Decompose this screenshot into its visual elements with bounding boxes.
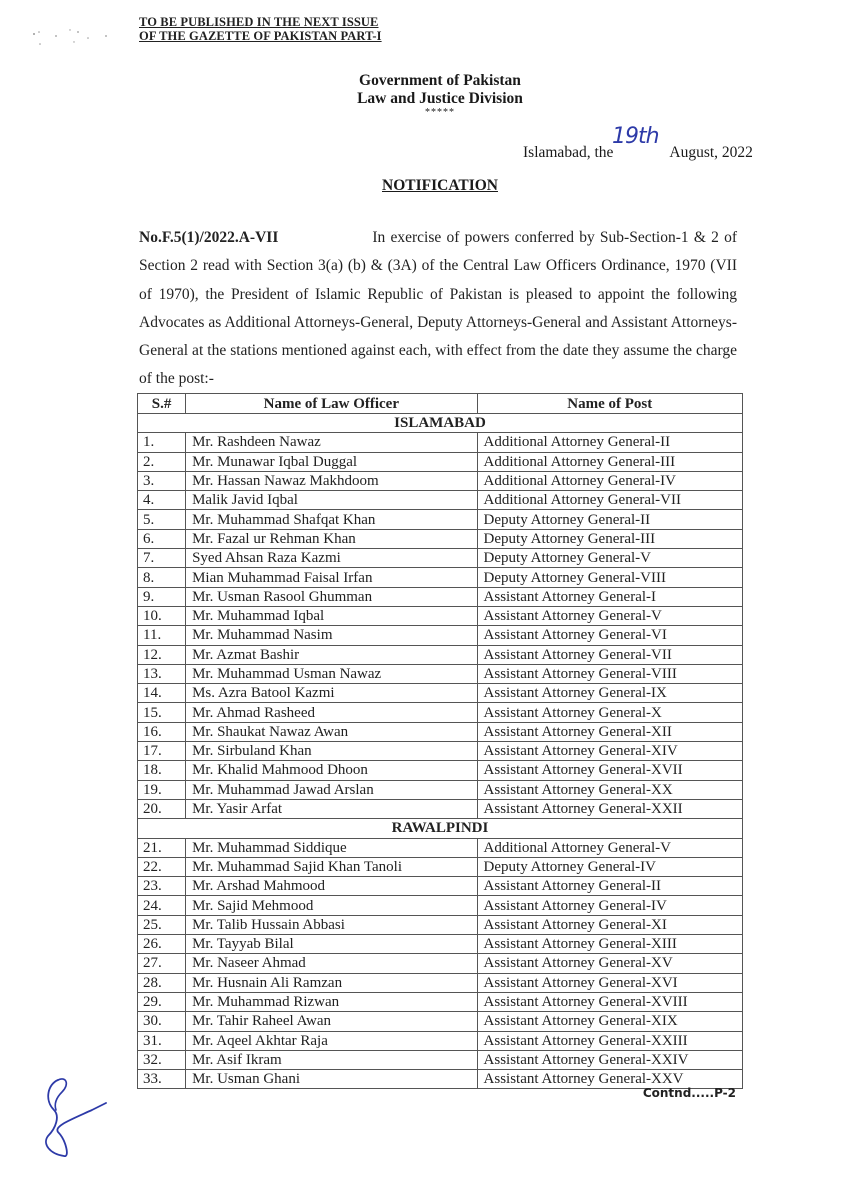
- table-row: [138, 799, 743, 818]
- post-name: Additional Attorney General-III: [477, 452, 742, 471]
- station-name: RAWALPINDI: [138, 819, 743, 838]
- officer-name: Mr. Muhammad Iqbal: [186, 606, 477, 625]
- table-row: [138, 452, 743, 471]
- post-name: Assistant Attorney General-II: [477, 877, 742, 896]
- serial-number: 24.: [138, 896, 186, 915]
- serial-number: 16.: [138, 722, 186, 741]
- table-body: [138, 414, 743, 1089]
- serial-number: 17.: [138, 742, 186, 761]
- table-row: [138, 857, 743, 876]
- table-row: [138, 1050, 743, 1069]
- government-heading: Government of Pakistan: [359, 72, 521, 89]
- serial-number: 8.: [138, 568, 186, 587]
- officer-name: Mr. Ahmad Rasheed: [186, 703, 477, 722]
- table-row: [138, 722, 743, 741]
- serial-number: 22.: [138, 857, 186, 876]
- officer-name: Mr. Hassan Nawaz Makhdoom: [186, 471, 477, 490]
- post-name: Assistant Attorney General-V: [477, 606, 742, 625]
- post-name: Assistant Attorney General-VIII: [477, 664, 742, 683]
- header-name: Name of Law Officer: [186, 394, 477, 414]
- table-row: [138, 992, 743, 1011]
- serial-number: 10.: [138, 606, 186, 625]
- station-name: ISLAMABAD: [138, 414, 743, 433]
- post-name: Assistant Attorney General-XV: [477, 954, 742, 973]
- table-row: [138, 626, 743, 645]
- officer-name: Mr. Azmat Bashir: [186, 645, 477, 664]
- paragraph-text: In exercise of powers conferred by Sub-Section-1 & 2 of Section 2 read with Section 3(a) (b) & (3A) of the Central Law Officers Ordinance, 1970 (VII of 1970), the President of Islamic Republic of Pakistan is pleased to appoint the following Advocates as Additional Attorneys-General, Deputy Attorneys-General and Assistant Attorneys-General at the stations mentioned against each, with effect from the date they assume the charge of the post:-: [139, 229, 737, 388]
- station-row: [138, 414, 743, 433]
- post-name: Deputy Attorney General-V: [477, 549, 742, 568]
- station-row: [138, 819, 743, 838]
- serial-number: 19.: [138, 780, 186, 799]
- serial-number: 13.: [138, 664, 186, 683]
- post-name: Assistant Attorney General-IV: [477, 896, 742, 915]
- serial-number: 15.: [138, 703, 186, 722]
- post-name: Assistant Attorney General-XIV: [477, 742, 742, 761]
- signature-icon: [30, 1070, 120, 1170]
- officer-name: Mr. Aqeel Akhtar Raja: [186, 1031, 477, 1050]
- table-row: [138, 761, 743, 780]
- table-row: [138, 954, 743, 973]
- serial-number: 6.: [138, 529, 186, 548]
- officer-name: Mr. Shaukat Nawaz Awan: [186, 722, 477, 741]
- serial-number: 3.: [138, 471, 186, 490]
- officer-name: Mr. Naseer Ahmad: [186, 954, 477, 973]
- post-name: Deputy Attorney General-IV: [477, 857, 742, 876]
- officer-name: Mr. Muhammad Jawad Arslan: [186, 780, 477, 799]
- post-name: Assistant Attorney General-VII: [477, 645, 742, 664]
- table-row: [138, 645, 743, 664]
- date-prefix: Islamabad, the: [523, 144, 614, 161]
- post-name: Assistant Attorney General-XXIII: [477, 1031, 742, 1050]
- table-row: [138, 587, 743, 606]
- table-row: [138, 491, 743, 510]
- table-row: [138, 1012, 743, 1031]
- officer-name: Mr. Munawar Iqbal Duggal: [186, 452, 477, 471]
- notification-paragraph: [139, 224, 737, 394]
- scan-specks-decoration: [28, 22, 118, 52]
- table-row: [138, 529, 743, 548]
- gazette-line-2: OF THE GAZETTE OF PAKISTAN PART-I: [139, 29, 382, 43]
- table-row: [138, 780, 743, 799]
- table-row: [138, 549, 743, 568]
- post-name: Assistant Attorney General-XII: [477, 722, 742, 741]
- officer-name: Mr. Yasir Arfat: [186, 799, 477, 818]
- officer-name: Mr. Khalid Mahmood Dhoon: [186, 761, 477, 780]
- post-name: Assistant Attorney General-XVI: [477, 973, 742, 992]
- officer-name: Mr. Arshad Mahmood: [186, 877, 477, 896]
- officer-name: Mr. Muhammad Nasim: [186, 626, 477, 645]
- table-row: [138, 510, 743, 529]
- header-serial: S.#: [138, 394, 186, 414]
- post-name: Deputy Attorney General-VIII: [477, 568, 742, 587]
- serial-number: 27.: [138, 954, 186, 973]
- officer-name: Mr. Usman Rasool Ghumman: [186, 587, 477, 606]
- table-row: [138, 915, 743, 934]
- table-row: [138, 568, 743, 587]
- table-row: [138, 433, 743, 452]
- gazette-line-1: TO BE PUBLISHED IN THE NEXT ISSUE: [139, 15, 379, 29]
- officer-name: Mr. Muhammad Shafqat Khan: [186, 510, 477, 529]
- table-row: [138, 703, 743, 722]
- table-row: [138, 935, 743, 954]
- date-suffix: August, 2022: [669, 144, 753, 161]
- serial-number: 5.: [138, 510, 186, 529]
- officer-name: Mr. Asif Ikram: [186, 1050, 477, 1069]
- post-name: Assistant Attorney General-X: [477, 703, 742, 722]
- table-row: [138, 606, 743, 625]
- officer-name: Mr. Husnain Ali Ramzan: [186, 973, 477, 992]
- post-name: Assistant Attorney General-XIX: [477, 1012, 742, 1031]
- officer-name: Mr. Talib Hussain Abbasi: [186, 915, 477, 934]
- serial-number: 14.: [138, 684, 186, 703]
- table-row: [138, 471, 743, 490]
- post-name: Additional Attorney General-II: [477, 433, 742, 452]
- table-header-row: [138, 394, 743, 414]
- officer-name: Mr. Muhammad Usman Nawaz: [186, 664, 477, 683]
- serial-number: 26.: [138, 935, 186, 954]
- serial-number: 32.: [138, 1050, 186, 1069]
- post-name: Assistant Attorney General-XXII: [477, 799, 742, 818]
- serial-number: 1.: [138, 433, 186, 452]
- serial-number: 33.: [138, 1070, 186, 1089]
- heading-separator: *****: [425, 107, 455, 118]
- serial-number: 31.: [138, 1031, 186, 1050]
- table-row: [138, 877, 743, 896]
- post-name: Assistant Attorney General-IX: [477, 684, 742, 703]
- table-row: [138, 664, 743, 683]
- serial-number: 2.: [138, 452, 186, 471]
- officer-name: Syed Ahsan Raza Kazmi: [186, 549, 477, 568]
- table-row: [138, 896, 743, 915]
- serial-number: 21.: [138, 838, 186, 857]
- table-row: [138, 742, 743, 761]
- post-name: Assistant Attorney General-XVII: [477, 761, 742, 780]
- officer-name: Ms. Azra Batool Kazmi: [186, 684, 477, 703]
- officer-name: Mr. Muhammad Sajid Khan Tanoli: [186, 857, 477, 876]
- post-name: Assistant Attorney General-XIII: [477, 935, 742, 954]
- post-name: Assistant Attorney General-XVIII: [477, 992, 742, 1011]
- officer-name: Mian Muhammad Faisal Irfan: [186, 568, 477, 587]
- table-row: [138, 973, 743, 992]
- post-name: Deputy Attorney General-II: [477, 510, 742, 529]
- serial-number: 7.: [138, 549, 186, 568]
- post-name: Assistant Attorney General-I: [477, 587, 742, 606]
- officer-name: Mr. Rashdeen Nawaz: [186, 433, 477, 452]
- serial-number: 20.: [138, 799, 186, 818]
- officer-name: Mr. Tayyab Bilal: [186, 935, 477, 954]
- serial-number: 18.: [138, 761, 186, 780]
- officer-name: Mr. Usman Ghani: [186, 1070, 477, 1089]
- post-name: Deputy Attorney General-III: [477, 529, 742, 548]
- post-name: Assistant Attorney General-XXIV: [477, 1050, 742, 1069]
- serial-number: 28.: [138, 973, 186, 992]
- division-heading: Law and Justice Division: [357, 90, 523, 107]
- table-row: [138, 684, 743, 703]
- reference-number: No.F.5(1)/2022.A-VII: [139, 229, 279, 246]
- table-row: [138, 838, 743, 857]
- officer-name: Mr. Sirbuland Khan: [186, 742, 477, 761]
- post-name: Assistant Attorney General-XX: [477, 780, 742, 799]
- officer-name: Mr. Tahir Raheel Awan: [186, 1012, 477, 1031]
- header-post: Name of Post: [477, 394, 742, 414]
- officer-name: Mr. Muhammad Rizwan: [186, 992, 477, 1011]
- serial-number: 4.: [138, 491, 186, 510]
- table-row: [138, 1031, 743, 1050]
- continued-note: Contnd.....P-2: [642, 1086, 736, 1100]
- post-name: Additional Attorney General-VII: [477, 491, 742, 510]
- serial-number: 29.: [138, 992, 186, 1011]
- handwritten-date-day: 19th: [612, 124, 659, 149]
- gazette-publication-notice: [139, 15, 382, 43]
- serial-number: 12.: [138, 645, 186, 664]
- officer-name: Mr. Sajid Mehmood: [186, 896, 477, 915]
- serial-number: 25.: [138, 915, 186, 934]
- officer-name: Mr. Fazal ur Rehman Khan: [186, 529, 477, 548]
- post-name: Assistant Attorney General-XXV: [477, 1070, 742, 1089]
- post-name: Assistant Attorney General-VI: [477, 626, 742, 645]
- serial-number: 23.: [138, 877, 186, 896]
- law-officers-table: [137, 393, 743, 1089]
- post-name: Additional Attorney General-IV: [477, 471, 742, 490]
- post-name: Additional Attorney General-V: [477, 838, 742, 857]
- officer-name: Mr. Muhammad Siddique: [186, 838, 477, 857]
- post-name: Assistant Attorney General-XI: [477, 915, 742, 934]
- officer-name: Malik Javid Iqbal: [186, 491, 477, 510]
- serial-number: 30.: [138, 1012, 186, 1031]
- serial-number: 9.: [138, 587, 186, 606]
- serial-number: 11.: [138, 626, 186, 645]
- notification-title: NOTIFICATION: [382, 177, 498, 194]
